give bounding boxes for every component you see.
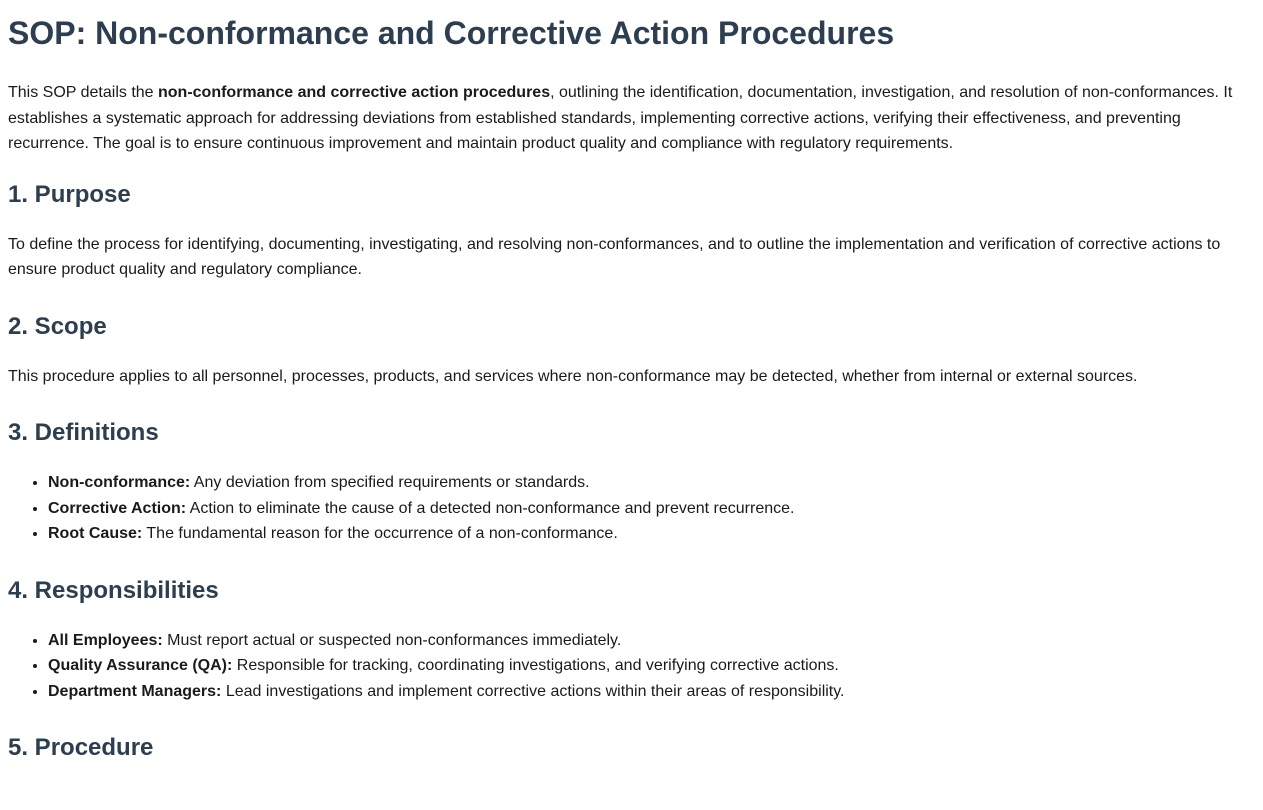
section-heading-responsibilities: 4. Responsibilities	[8, 576, 219, 604]
definition-item	[48, 470, 1255, 496]
definition-term: Root Cause:	[48, 525, 143, 542]
responsibility-item	[48, 653, 1255, 679]
section-heading-scope: 2. Scope	[8, 312, 107, 340]
intro-prefix: This SOP details the	[8, 84, 158, 101]
section-heading-procedure: 5. Procedure	[8, 734, 154, 761]
responsibility-text: Responsible for tracking, coordinating investigations, and verifying corrective actions.	[232, 657, 839, 674]
intro-emphasis: non-conformance and corrective action procedures	[158, 84, 551, 101]
responsibility-role: Quality Assurance (QA):	[48, 657, 233, 674]
definition-text: Any deviation from specified requirements or standards.	[190, 474, 590, 491]
definition-text: The fundamental reason for the occurrence of a non-conformance.	[142, 525, 618, 542]
definitions-list	[8, 470, 1255, 547]
document	[0, 13, 1263, 763]
responsibility-item	[48, 628, 1255, 654]
definition-term: Corrective Action:	[48, 499, 187, 517]
responsibility-item	[48, 679, 1255, 705]
purpose-paragraph: To define the process for identifying, documenting, investigating, and resolving non-conformances, and to outline the implementation and verification of corrective actions to ensure product quality and regulatory compliance.	[8, 235, 1221, 278]
definition-item	[48, 496, 1255, 522]
definition-item	[48, 521, 1255, 547]
responsibility-text: Lead investigations and implement corrective actions within their areas of responsibility.	[221, 682, 845, 700]
intro-suffix: , outlining the identification, documentation, investigation, and resolution of non-conformances. It establishes a systematic approach for addressing deviations from established standards, implementing corrective actions, verifying their effectiveness, and preventing recurrence. The goal is to ensure continuous improvement and maintain product quality and compliance with regulatory requirements.	[8, 84, 1233, 152]
page-title: SOP: Non-conformance and Corrective Action Procedures	[8, 15, 895, 51]
scope-paragraph: This procedure applies to all personnel, processes, products, and services where non-conformance may be detected, whether from internal or external sources.	[8, 367, 1138, 385]
responsibility-role: All Employees:	[48, 631, 163, 649]
definition-term: Non-conformance:	[48, 474, 191, 491]
section-heading-purpose: 1. Purpose	[8, 180, 131, 208]
intro-paragraph	[8, 80, 1255, 157]
responsibility-role: Department Managers:	[48, 682, 222, 700]
responsibility-text: Must report actual or suspected non-conformances immediately.	[162, 631, 622, 649]
definition-text: Action to eliminate the cause of a detected non-conformance and prevent recurrence.	[186, 499, 795, 517]
section-heading-definitions: 3. Definitions	[8, 419, 159, 446]
responsibilities-list	[8, 628, 1255, 705]
